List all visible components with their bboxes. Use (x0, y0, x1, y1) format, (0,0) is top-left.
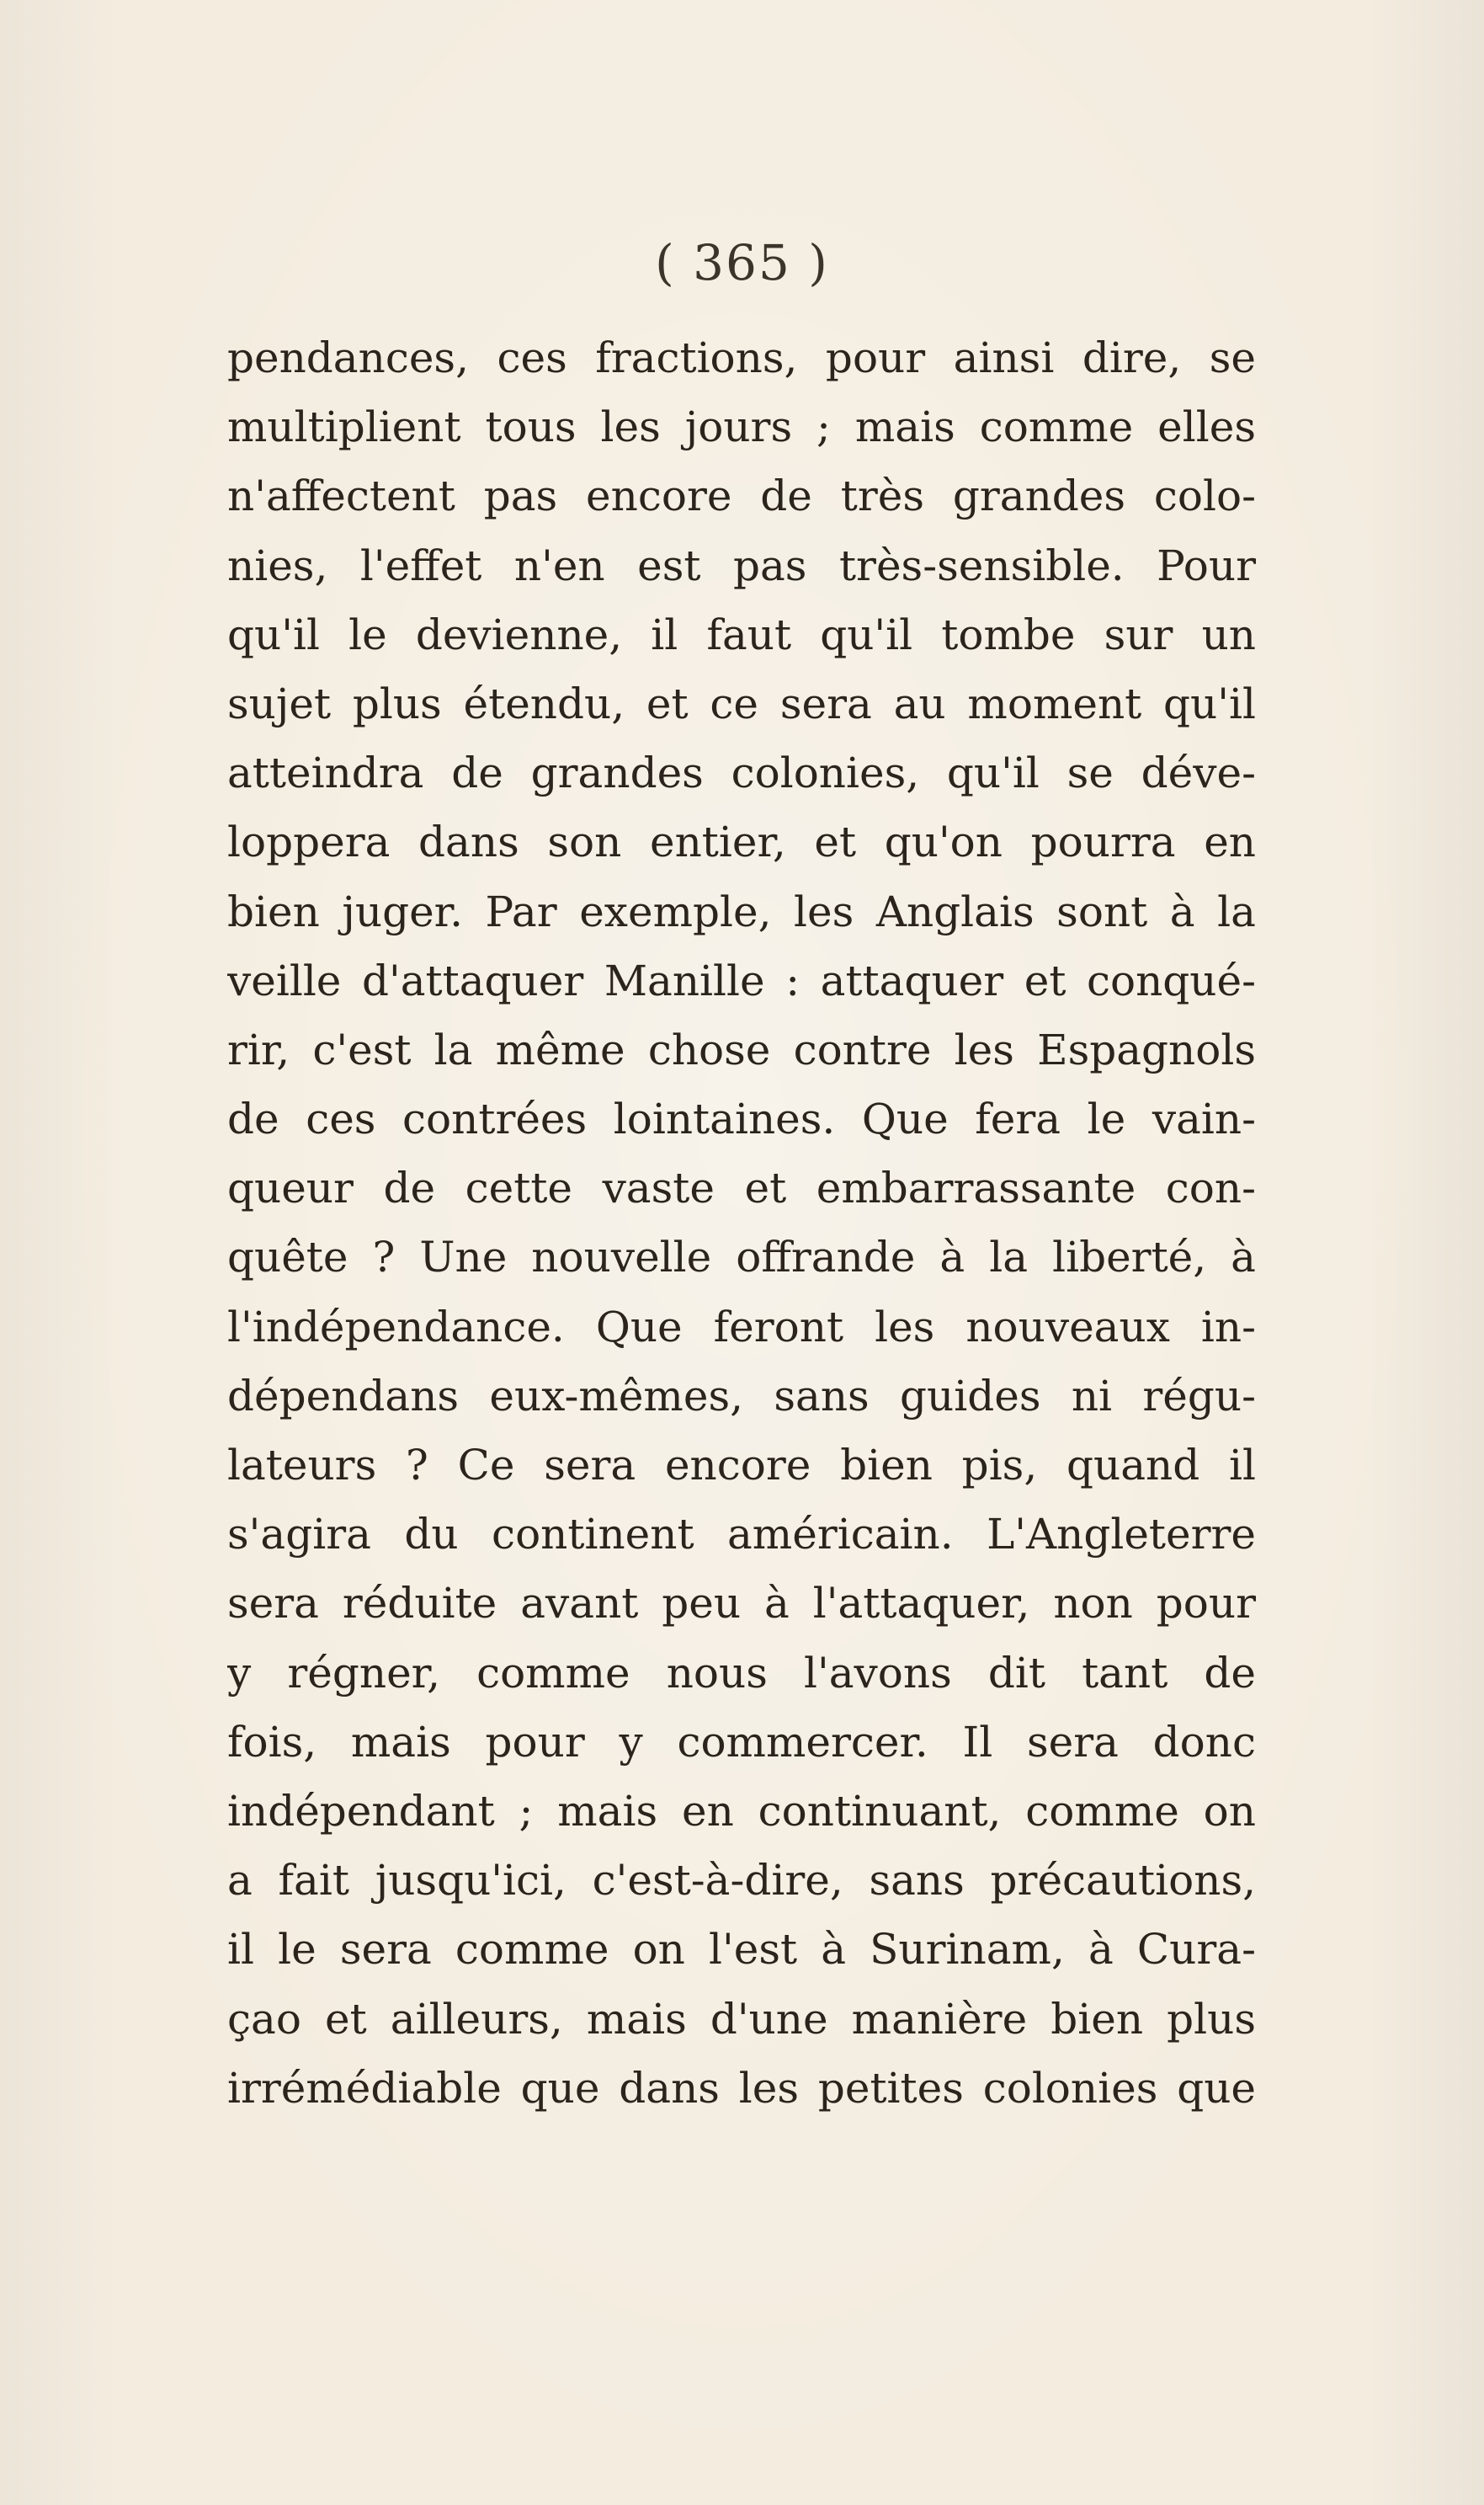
text-line: dépendans eux-mêmes, sans guides ni régu- (227, 1371, 1256, 1420)
text-line: il le sera comme on l'est à Surinam, à Cura- (227, 1925, 1256, 1975)
text-line: sujet plus étendu, et ce sera au moment qu'il (227, 679, 1256, 728)
text-line: nies, l'effet n'en est pas très-sensible. Pour (227, 541, 1256, 590)
text-line: pendances, ces fractions, pour ainsi dire, se (227, 333, 1256, 382)
text-line: indépendant ; mais en continuant, comme on (227, 1786, 1256, 1836)
text-line: s'agira du continent américain. L'Angleterre (227, 1510, 1256, 1559)
text-line: queur de cette vaste et embarrassante con- (227, 1164, 1256, 1213)
text-line: y régner, comme nous l'avons dit tant de (227, 1648, 1256, 1698)
text-line: bien juger. Par exemple, les Anglais sont à la (227, 887, 1256, 936)
body-text (227, 323, 1256, 2123)
text-line: çao et ailleurs, mais d'une manière bien plus (227, 1994, 1256, 2044)
text-line: atteindra de grandes colonies, qu'il se déve- (227, 749, 1256, 798)
text-line: loppera dans son entier, et qu'on pourra en (227, 818, 1256, 867)
text-line: veille d'attaquer Manille : attaquer et conqué- (227, 956, 1256, 1005)
text-line: lateurs ? Ce sera encore bien pis, quand il (227, 1441, 1256, 1490)
text-line: quête ? Une nouvelle offrande à la liberté, à (227, 1233, 1256, 1282)
text-line: n'affectent pas encore de très grandes colo- (227, 472, 1256, 521)
text-line: multiplient tous les jours ; mais comme elles (227, 402, 1256, 452)
page-number: ( 365 ) (655, 234, 829, 291)
text-line: qu'il le devienne, il faut qu'il tombe sur un (227, 610, 1256, 659)
text-line: sera réduite avant peu à l'attaquer, non pour (227, 1579, 1256, 1628)
text-line: a fait jusqu'ici, c'est-à-dire, sans précautions, (227, 1856, 1256, 1905)
text-line: fois, mais pour y commercer. Il sera donc (227, 1717, 1256, 1767)
text-line: de ces contrées lointaines. Que fera le vain- (227, 1095, 1256, 1144)
text-line: rir, c'est la même chose contre les Espagnols (227, 1025, 1256, 1074)
text-line: l'indépendance. Que feront les nouveaux in- (227, 1302, 1256, 1351)
text-line: irrémédiable que dans les petites colonies que (227, 2063, 1256, 2113)
